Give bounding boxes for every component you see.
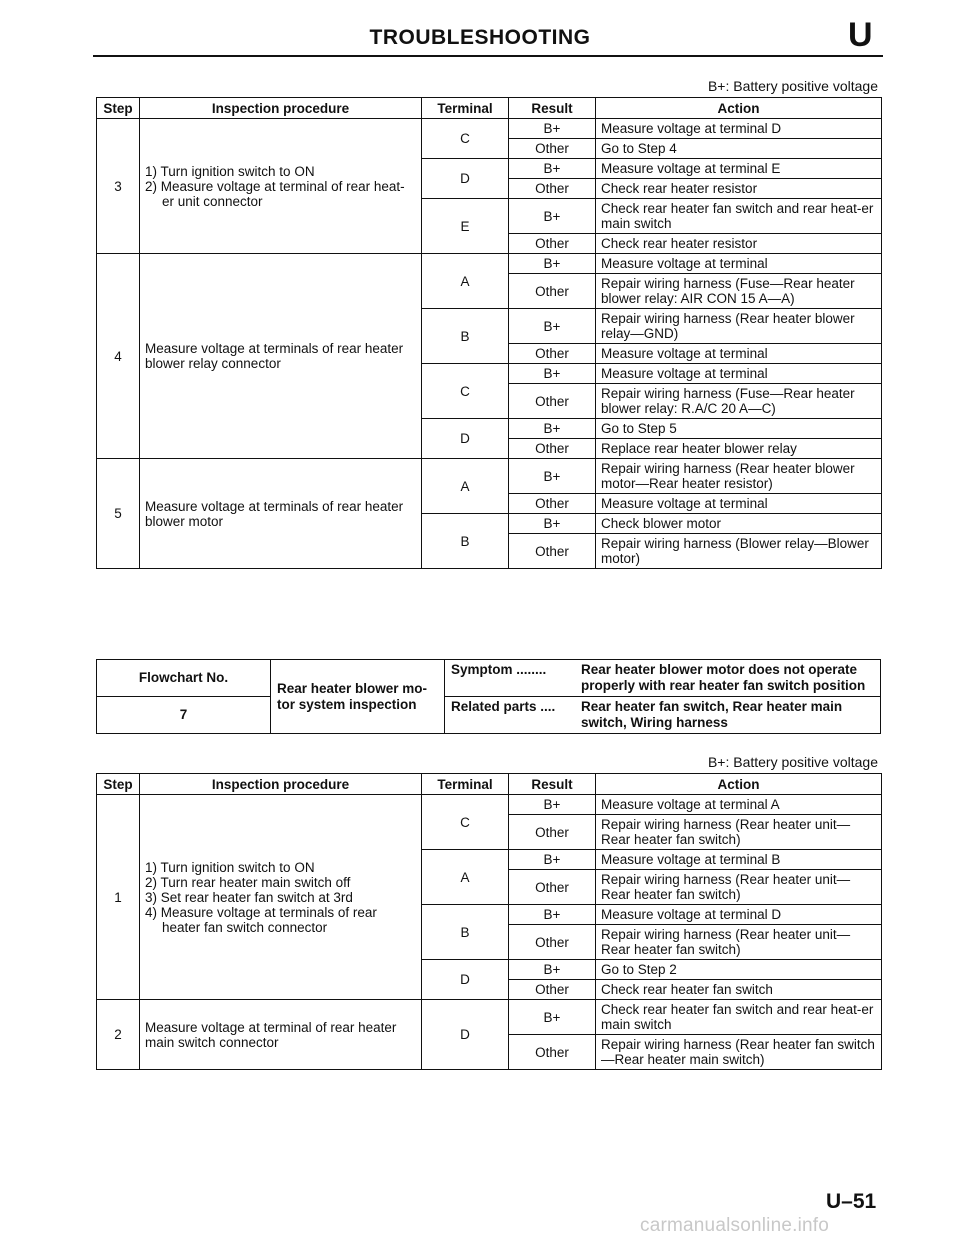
- page-number: U–51: [826, 1190, 877, 1213]
- related-parts-text: Rear heater fan switch, Rear heater main switch, Wiring harness: [581, 699, 843, 730]
- result-cell: Other: [509, 384, 596, 419]
- terminal-cell: D: [422, 419, 509, 459]
- result-cell: B+: [509, 309, 596, 344]
- related-parts-label: Related parts ....: [451, 699, 556, 714]
- inspection-procedure: [140, 1000, 422, 1070]
- flowchart-name: Rear heater blower mo-tor system inspection: [271, 660, 445, 734]
- table-row: [97, 119, 882, 139]
- action-cell: Measure voltage at terminal: [596, 364, 882, 384]
- inspection-table-1: [96, 97, 882, 569]
- action-cell: Check rear heater resistor: [596, 179, 882, 199]
- table-row: [97, 1000, 882, 1035]
- action-cell: Measure voltage at terminal D: [596, 905, 882, 925]
- battery-note: B+: Battery positive voltage: [707, 78, 878, 94]
- action-cell: Repair wiring harness (Rear heater fan switch—Rear heater main switch): [596, 1035, 882, 1070]
- result-cell: B+: [509, 119, 596, 139]
- action-cell: Repair wiring harness (Rear heater blower relay—GND): [596, 309, 882, 344]
- battery-note-2: B+: Battery positive voltage: [707, 754, 878, 770]
- terminal-cell: D: [422, 960, 509, 1000]
- flowchart-table: [96, 659, 881, 734]
- action-cell: Repair wiring harness (Fuse—Rear heater blower relay: AIR CON 15 A—A): [596, 274, 882, 309]
- column-procedure: Inspection procedure: [140, 98, 422, 119]
- result-cell: Other: [509, 925, 596, 960]
- result-cell: Other: [509, 1035, 596, 1070]
- action-cell: Check rear heater resistor: [596, 234, 882, 254]
- action-cell: Measure voltage at terminal D: [596, 119, 882, 139]
- action-cell: Measure voltage at terminal E: [596, 159, 882, 179]
- inspection-procedure: [140, 795, 422, 1000]
- action-cell: Measure voltage at terminal: [596, 344, 882, 364]
- result-cell: B+: [509, 364, 596, 384]
- column-terminal: Terminal: [422, 98, 509, 119]
- terminal-cell: C: [422, 795, 509, 850]
- result-cell: Other: [509, 815, 596, 850]
- action-cell: Check rear heater fan switch and rear heat-er main switch: [596, 199, 882, 234]
- terminal-cell: E: [422, 199, 509, 254]
- action-cell: Repair wiring harness (Rear heater unit—Rear heater fan switch): [596, 815, 882, 850]
- procedure-line: 2) Turn rear heater main switch off: [145, 874, 351, 890]
- table-row: [97, 254, 882, 274]
- terminal-cell: C: [422, 364, 509, 419]
- action-cell: Go to Step 5: [596, 419, 882, 439]
- header-row: [97, 98, 882, 119]
- step-number: 5: [97, 459, 140, 569]
- procedure-line: 4) Measure voltage at terminals of rear heater fan switch connector: [145, 904, 377, 935]
- column-action: Action: [596, 98, 882, 119]
- procedure-line: 2) Measure voltage at terminal of rear heat-er unit connector: [145, 178, 405, 209]
- terminal-cell: B: [422, 905, 509, 960]
- flowchart-label: Flowchart No.: [97, 660, 271, 697]
- result-cell: Other: [509, 870, 596, 905]
- column-procedure: Inspection procedure: [140, 774, 422, 795]
- result-cell: B+: [509, 159, 596, 179]
- terminal-cell: D: [422, 159, 509, 199]
- result-cell: B+: [509, 199, 596, 234]
- flowchart-number: 7: [97, 697, 271, 734]
- result-cell: B+: [509, 960, 596, 980]
- column-step: Step: [97, 774, 140, 795]
- action-cell: Replace rear heater blower relay: [596, 439, 882, 459]
- procedure-line: Measure voltage at terminals of rear heater blower relay connector: [145, 341, 404, 371]
- terminal-cell: B: [422, 309, 509, 364]
- column-terminal: Terminal: [422, 774, 509, 795]
- procedure-line: 1) Turn ignition switch to ON: [145, 163, 315, 179]
- related-parts-cell: [445, 697, 881, 734]
- result-cell: Other: [509, 439, 596, 459]
- result-cell: Other: [509, 234, 596, 254]
- action-cell: Repair wiring harness (Rear heater blower motor—Rear heater resistor): [596, 459, 882, 494]
- column-result: Result: [509, 98, 596, 119]
- result-cell: B+: [509, 459, 596, 494]
- action-cell: Measure voltage at terminal A: [596, 795, 882, 815]
- action-cell: Repair wiring harness (Fuse—Rear heater blower relay: R.A/C 20 A—C): [596, 384, 882, 419]
- action-cell: Go to Step 4: [596, 139, 882, 159]
- result-cell: Other: [509, 980, 596, 1000]
- inspection-procedure: [140, 119, 422, 254]
- inspection-procedure: [140, 459, 422, 569]
- symptom-label: Symptom ........: [451, 662, 547, 677]
- step-number: 2: [97, 1000, 140, 1070]
- action-cell: Check blower motor: [596, 514, 882, 534]
- inspection-procedure: [140, 254, 422, 459]
- procedure-line: 3) Set rear heater fan switch at 3rd: [145, 889, 353, 905]
- terminal-cell: D: [422, 1000, 509, 1070]
- symptom-text: Rear heater blower motor does not operate properly with rear heater fan switch position: [581, 662, 866, 693]
- action-cell: Go to Step 2: [596, 960, 882, 980]
- procedure-line: Measure voltage at terminal of rear heater main switch connector: [145, 1019, 397, 1050]
- result-cell: B+: [509, 850, 596, 870]
- procedure-line: Measure voltage at terminals of rear heater blower motor: [145, 498, 404, 529]
- column-action: Action: [596, 774, 882, 795]
- result-cell: Other: [509, 139, 596, 159]
- result-cell: B+: [509, 254, 596, 274]
- column-step: Step: [97, 98, 140, 119]
- symptom-cell: [445, 660, 881, 697]
- procedure-line: 1) Turn ignition switch to ON: [145, 859, 315, 875]
- page-title: TROUBLESHOOTING: [369, 26, 591, 49]
- terminal-cell: A: [422, 254, 509, 309]
- header-rule: [93, 55, 883, 57]
- action-cell: Repair wiring harness (Blower relay—Blower motor): [596, 534, 882, 569]
- result-cell: Other: [509, 274, 596, 309]
- table-row: [97, 459, 882, 494]
- terminal-cell: C: [422, 119, 509, 159]
- column-result: Result: [509, 774, 596, 795]
- terminal-cell: A: [422, 459, 509, 514]
- action-cell: Measure voltage at terminal: [596, 254, 882, 274]
- result-cell: B+: [509, 514, 596, 534]
- action-cell: Repair wiring harness (Rear heater unit—Rear heater fan switch): [596, 925, 882, 960]
- action-cell: Measure voltage at terminal B: [596, 850, 882, 870]
- terminal-cell: A: [422, 850, 509, 905]
- action-cell: Repair wiring harness (Rear heater unit—Rear heater fan switch): [596, 870, 882, 905]
- section-letter: U: [848, 16, 873, 54]
- inspection-table-2: [96, 773, 882, 1070]
- result-cell: Other: [509, 344, 596, 364]
- terminal-cell: B: [422, 514, 509, 569]
- step-number: 3: [97, 119, 140, 254]
- result-cell: Other: [509, 494, 596, 514]
- header-row: [97, 774, 882, 795]
- table-row: [97, 795, 882, 815]
- step-number: 4: [97, 254, 140, 459]
- action-cell: Check rear heater fan switch and rear heat-er main switch: [596, 1000, 882, 1035]
- result-cell: B+: [509, 419, 596, 439]
- watermark: carmanualsonline.info: [640, 1215, 830, 1236]
- action-cell: Check rear heater fan switch: [596, 980, 882, 1000]
- result-cell: B+: [509, 795, 596, 815]
- result-cell: Other: [509, 179, 596, 199]
- result-cell: B+: [509, 905, 596, 925]
- result-cell: Other: [509, 534, 596, 569]
- result-cell: B+: [509, 1000, 596, 1035]
- step-number: 1: [97, 795, 140, 1000]
- action-cell: Measure voltage at terminal: [596, 494, 882, 514]
